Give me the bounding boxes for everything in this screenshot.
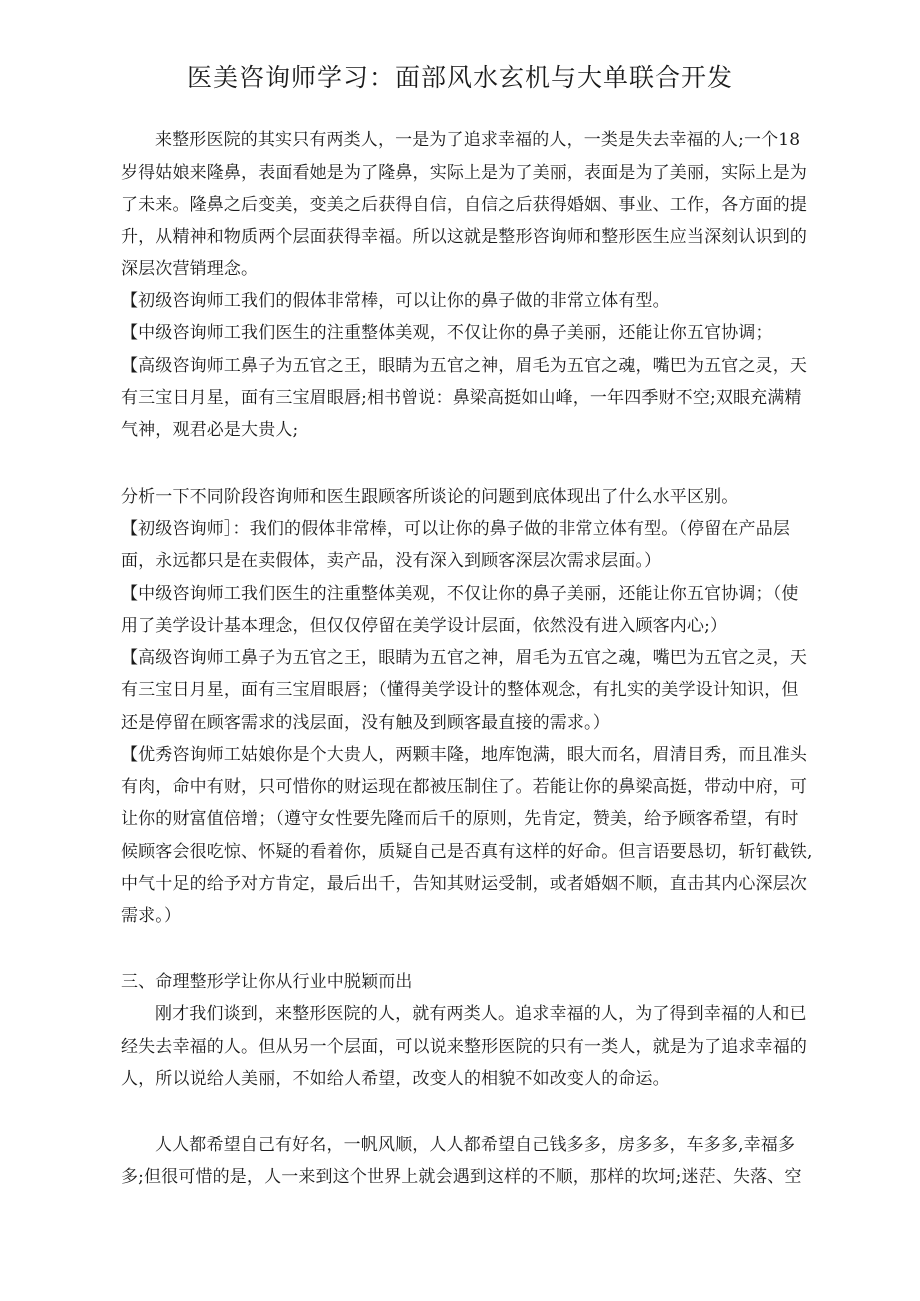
- paragraph-line: 【初级咨询师］：我们的假体非常棒，可以让你的鼻子做的非常立体有型。（停留在产品层: [121, 519, 790, 539]
- paragraph-line: 面，永远都只是在卖假体，卖产品，没有深入到顾客深层次需求层面。）: [121, 551, 662, 571]
- paragraph-line: 有三宝日月星，面有三宝眉眼唇；（懂得美学设计的整体观念，有扎实的美学设计知识，但: [121, 680, 799, 700]
- paragraph-line: 【初级咨询师工我们的假体非常棒，可以让你的鼻子做的非常立体有型。: [121, 291, 670, 311]
- paragraph-line: 【优秀咨询师工姑娘你是个大贵人，两颗丰隆，地库饱满，眼大而名，眉清目秀，而且准头: [121, 745, 807, 765]
- paragraph-line: 用了美学设计基本理念，但仅仅停留在美学设计层面，依然没有进入顾客内心;）: [121, 616, 728, 636]
- paragraph-line: 有三宝日月星，面有三宝眉眼唇;相书曾说：鼻梁高挺如山峰，一年四季财不空;双眼充满精: [121, 388, 802, 408]
- paragraph-line: 了未来。隆鼻之后变美，变美之后获得自信，自信之后获得婚姻、事业、工作，各方面的提: [121, 195, 807, 215]
- paragraph-line: 气神，观君必是大贵人;: [121, 420, 299, 440]
- paragraph-line: 需求。）: [121, 906, 182, 926]
- paragraph-line: 中气十足的给予对方肯定，最后出千，告知其财运受制，或者婚姻不顺，直击其内心深层次: [121, 874, 807, 894]
- paragraph-line: 有肉，命中有财，只可惜你的财运现在都被压制住了。若能让你的鼻梁高挺，带动中府，可: [121, 777, 807, 797]
- section-heading: 三、命理整形学让你从行业中脱颖而出: [121, 972, 413, 992]
- paragraph-line: 刚才我们谈到，来整形医院的人，就有两类人。追求幸福的人，为了得到幸福的人和已: [155, 1004, 807, 1024]
- document-title: 医美咨询师学习：面部风水玄机与大单联合开发: [186, 63, 733, 92]
- paragraph-line: 【中级咨询师工我们医生的注重整体美观，不仅让你的鼻子美丽，还能让你五官协调；: [121, 323, 773, 343]
- paragraph-line: 岁得姑娘来隆鼻，表面看她是为了隆鼻，实际上是为了美丽，表面是为了美丽，实际上是为: [121, 163, 807, 183]
- paragraph-line: 让你的财富值倍增；（遵守女性要先隆而后千的原则，先肯定，赞美，给予顾客希望，有时: [121, 809, 799, 829]
- paragraph-line: 候顾客会很吃惊、怀疑的看着你，质疑自己是否真有这样的好命。但言语要恳切，斩钉截铁,: [121, 842, 813, 862]
- paragraph-line: 人人都希望自己有好名，一帆风顺，人人都希望自己钱多多，房多多，车多多,幸福多: [155, 1135, 796, 1155]
- paragraph-line: 升，从精神和物质两个层面获得幸福。所以这就是整形咨询师和整形医生应当深刻认识到的: [121, 227, 807, 247]
- paragraph-line: 多;但很可惜的是，人一来到这个世界上就会遇到这样的不顺，那样的坎坷;迷茫、失落、空: [121, 1167, 802, 1187]
- paragraph-line: 来整形医院的其实只有两类人，一是为了追求幸福的人，一类是失去幸福的人;一个18: [155, 130, 801, 150]
- paragraph-line: 【中级咨询师工我们医生的注重整体美观，不仅让你的鼻子美丽，还能让你五官协调；（使: [121, 584, 799, 604]
- paragraph-line: 经失去幸福的人。但从另一个层面，可以说来整形医院的只有一类人，就是为了追求幸福的: [121, 1037, 807, 1057]
- paragraph-line: 深层次营销理念。: [121, 259, 259, 279]
- paragraph-line: 分析一下不同阶段咨询师和医生跟顾客所谈论的问题到底体现出了什么水平区别。: [121, 487, 739, 507]
- paragraph-line: 【高级咨询师工鼻子为五官之王，眼睛为五官之神，眉毛为五官之魂，嘴巴为五官之灵，天: [121, 356, 807, 376]
- paragraph-line: 【高级咨询师工鼻子为五官之王，眼睛为五官之神，眉毛为五官之魂，嘴巴为五官之灵，天: [121, 648, 807, 668]
- paragraph-line: 还是停留在顾客需求的浅层面，没有触及到顾客最直接的需求。）: [121, 713, 610, 733]
- paragraph-line: 人，所以说给人美丽，不如给人希望，改变人的相貌不如改变人的命运。: [121, 1069, 670, 1089]
